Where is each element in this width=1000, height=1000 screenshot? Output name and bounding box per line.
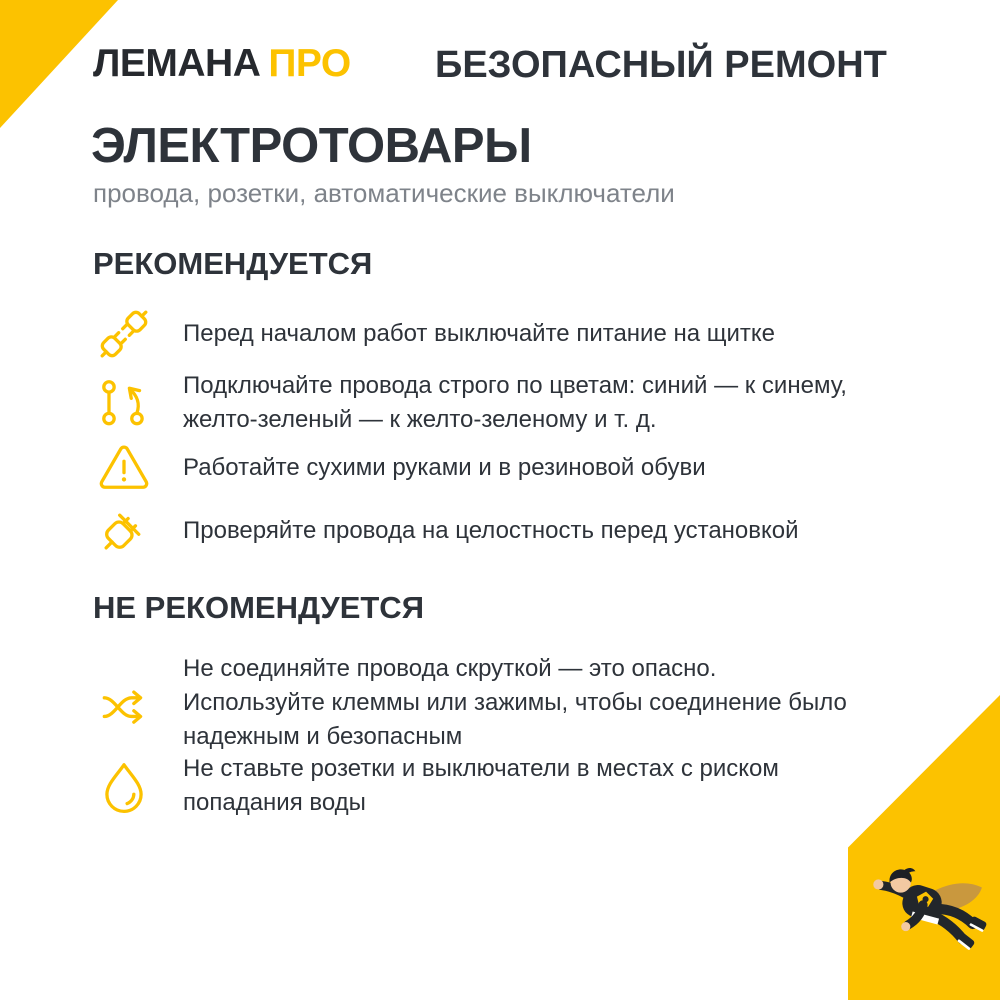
warning-triangle-icon: [93, 437, 155, 499]
page-title: ЭЛЕКТРОТОВАРЫ: [91, 119, 532, 173]
unplugged-connectors-icon: [93, 303, 155, 365]
list-item: [93, 500, 799, 562]
header-title: БЕЗОПАСНЫЙ РЕМОНТ: [435, 44, 887, 86]
list-item-text: Не соединяйте провода скруткой — это опасно. Используйте клеммы или зажимы, чтобы соединение было надежным и безопасным: [183, 655, 847, 750]
wires-by-color-icon: [93, 372, 155, 434]
brand-logo-yellow-part: ПРО: [268, 42, 351, 85]
list-item-text: Перед началом работ выключайте питание на щитке: [183, 320, 775, 347]
flying-handyman-character: [854, 858, 988, 980]
list-item-text: Не ставьте розетки и выключатели в местах с риском попадания воды: [183, 755, 779, 816]
list-item: [93, 652, 847, 754]
list-item-text: Проверяйте провода на целостность перед установкой: [183, 517, 799, 544]
page-subtitle: провода, розетки, автоматические выключатели: [93, 178, 675, 208]
list-item-text: Работайте сухими руками и в резиновой обуви: [183, 454, 706, 481]
plug-icon: [93, 500, 155, 562]
brand-logo: [93, 42, 351, 86]
list-item: [93, 752, 779, 820]
list-item-text: Подключайте провода строго по цветам: синий — к синему, желто-зеленый — к желто-зеленому и т. д.: [183, 372, 847, 433]
brand-logo-dark-part: ЛЕМАНА: [93, 42, 261, 85]
section-heading-not-recommended: НЕ РЕКОМЕНДУЕТСЯ: [93, 590, 424, 625]
water-drop-icon: [93, 755, 155, 817]
section-heading-recommended: РЕКОМЕНДУЕТСЯ: [93, 246, 373, 281]
list-item: [93, 369, 847, 437]
list-item: [93, 437, 706, 499]
list-item: [93, 303, 775, 365]
shuffle-wires-icon: [93, 672, 155, 734]
